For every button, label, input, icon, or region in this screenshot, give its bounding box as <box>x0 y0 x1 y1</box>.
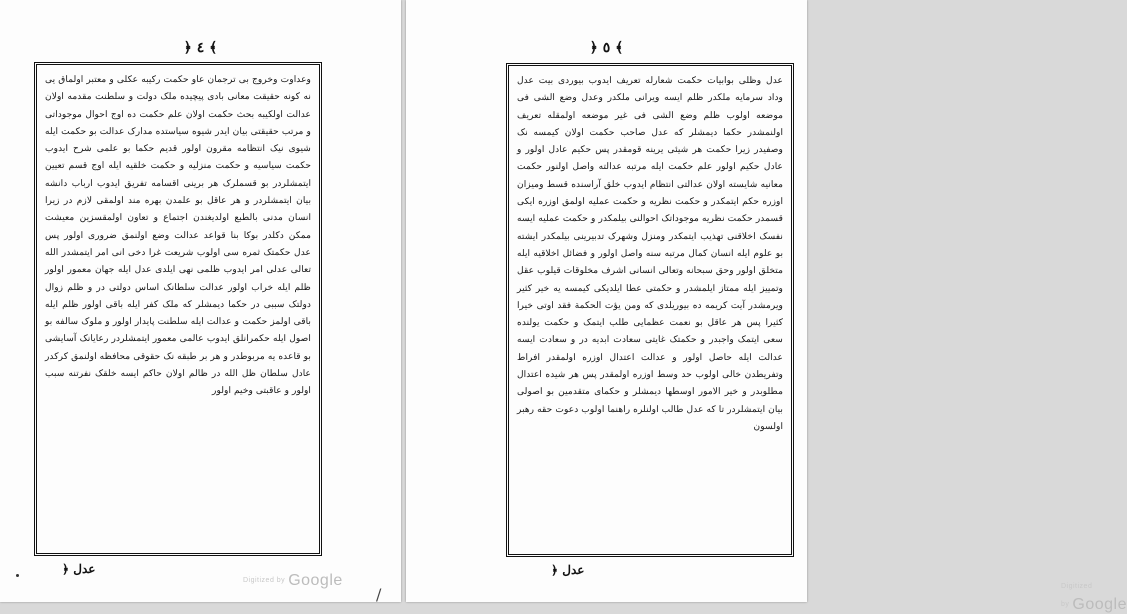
paragraph-right: عدل وظلی بوابیات حکمت شعارله تعریف ایدوب بیوردی بیت عدل وداد سرمایه ملکدر ظلم ایسه ویرانی ملکدر وعدل وضع الشی فی موضعه اولوب ظلم وضع الشی فی غیر موضعه اولمقله تعریف اولنمشدر حکما دیمشلر که عدل صاحب حکمت اولان کیمسه نک وصفیدر زیرا حکمت هر شیئی یرینه قومقدر پس حکیم عادل اولور و عادل حکیم اولور علم حکمت ایله مرتبه عدالته واصل اولنور حکمت معانیه شایسته اولان عدالتی انتظام ایدوب خلق آراسنده قسط ومیزان اوزره حکم ایتمکدر و حکمت نظریه و حکمت عملیه اولمق اوزره ایکی قسمدر حکمت نظریه موجوداتک احوالنی بیلمکدر و حکمت عملیه ایسه نفسک اخلاقنی تهذیب ایتمکدر ومنزل وشهرک تدبیرینی بیلمکدر ایشته بو علوم ایله انسان کمال مرتبه سنه واصل اولور و فضائل اخلاقیه ایله متخلق اولور وحق سبحانه وتعالی انسانی اشرف مخلوقات قیلوب عقل وتمییز ایله ممتاز ایلمشدر و حکمتی عطا ایلدیکی کیمسه یه خیر کثیر ویرمشدر آیت کریمه ده بیوریلدی که ومن یؤت الحکمة فقد اوتی خیرا کثیرا پس هر عاقل بو نعمت عظمایی طلب ایتمک و حکمت یولنده سعی ایتمک واجبدر و حکمتک غایتی سعادت ابدیه در و سعادت ایسه عدالت ایله حاصل اولور و عدالت اعتدال اوزره اولمقدر افراط وتفریطدن خالی اولوب حد وسط اوزره اولمقدر پس هر شیده اعتدال مطلوبدر و خیر الامور اوسطها دیمشلر و حکمای متقدمین بو اصولی بیان ایتمشلردر تا که عدل طالب اولنلره راهنما اولوب دعوت حقه رهبر اولسون <box>517 75 783 432</box>
catchword-bracket-icon: ﴿ <box>62 562 70 576</box>
watermark-big-right: Google <box>1072 596 1127 613</box>
ink-dot <box>16 574 19 577</box>
page-number-left: ﴿ ٤ ﴾ <box>183 40 218 56</box>
watermark-small-right: Digitized by <box>1061 583 1093 609</box>
page-curl-icon: / <box>376 585 382 604</box>
text-block-right <box>506 63 794 557</box>
catchword-bracket-icon: ﴿ <box>551 563 559 577</box>
watermark-big-left: Google <box>288 572 343 589</box>
right-page <box>406 0 1127 613</box>
page-number-right: ﴿ ٥ ﴾ <box>589 40 624 56</box>
catchword-left <box>62 562 95 576</box>
text-block-left <box>34 62 322 556</box>
google-watermark-left <box>243 572 343 590</box>
google-watermark-right <box>1061 578 1127 614</box>
catchword-right-text: عدل <box>562 563 585 577</box>
paragraph-left: وعداوت وخروج بی ترجمان عاو حکمت رکیبه عکلی و معتبر اولماق یی نه کونه حقیقت معانی بادی پیچیده ملک دولت و سلطنت مقدمه اولان عدالت اولکیبه بحث حکمت اولان علم حکمت ده اوج احوال موجوداتی و مرتب حقیقتی بیان ایدر شیوه سیاستده مدارک عدالت بو حکمت ایله شیوی نیک انتظامه مقرون اولور قدیم حکما بو علمی شرح ایدوب حکمت سیاسیه و حکمت منزلیه و حکمت خلقیه ایله اوج قسم تعیین ایتمشلردر بو قسملرک هر برینی اقسامه تفریق ایدوب ارباب دانشه بیان ایتمشلردر و هر عاقل بو علمدن بهره مند اولمقی لازم در زیرا انسان مدنی بالطبع اولدیغندن اجتماع و تعاون اولمقسزین معیشت ممکن دکلدر بوکا بنا قواعد عدالت وضع اولنمق ضروری اولور پس عدل حکمتک ثمره سی اولوب شریعت غرا دخی انی امر ایتمشدر الله تعالی عدلی امر ایدوب ظلمی نهی ایلدی عدل ایله جهان معمور اولور ظلم ایله خراب اولور عدالت سلطانک اساس دولتی در و ظلم زوال دولتک سببی در حکما دیمشلر که ملک کفر ایله باقی اولور ظلم ایله باقی اولمز حکمت و عدالت ایله سلطنت پایدار اولور و ملوک سالفه بو اصول ایله حکمرانلق ایدوب عالمی معمور ایتمشلردر رعایانک آسایشی بو قاعده یه مربوطدر و هر بر طبقه نک حقوقی محافظه اولنمق کرکدر عادل سلطان ظل الله در ظالم اولان حاکم ایسه خلقک نفرتنه سبب اولور و عاقبتی وخیم اولور <box>45 74 311 397</box>
catchword-right <box>551 563 584 577</box>
catchword-left-text: عدل <box>73 562 96 576</box>
left-page <box>0 0 401 602</box>
watermark-small-left: Digitized by <box>243 577 286 585</box>
